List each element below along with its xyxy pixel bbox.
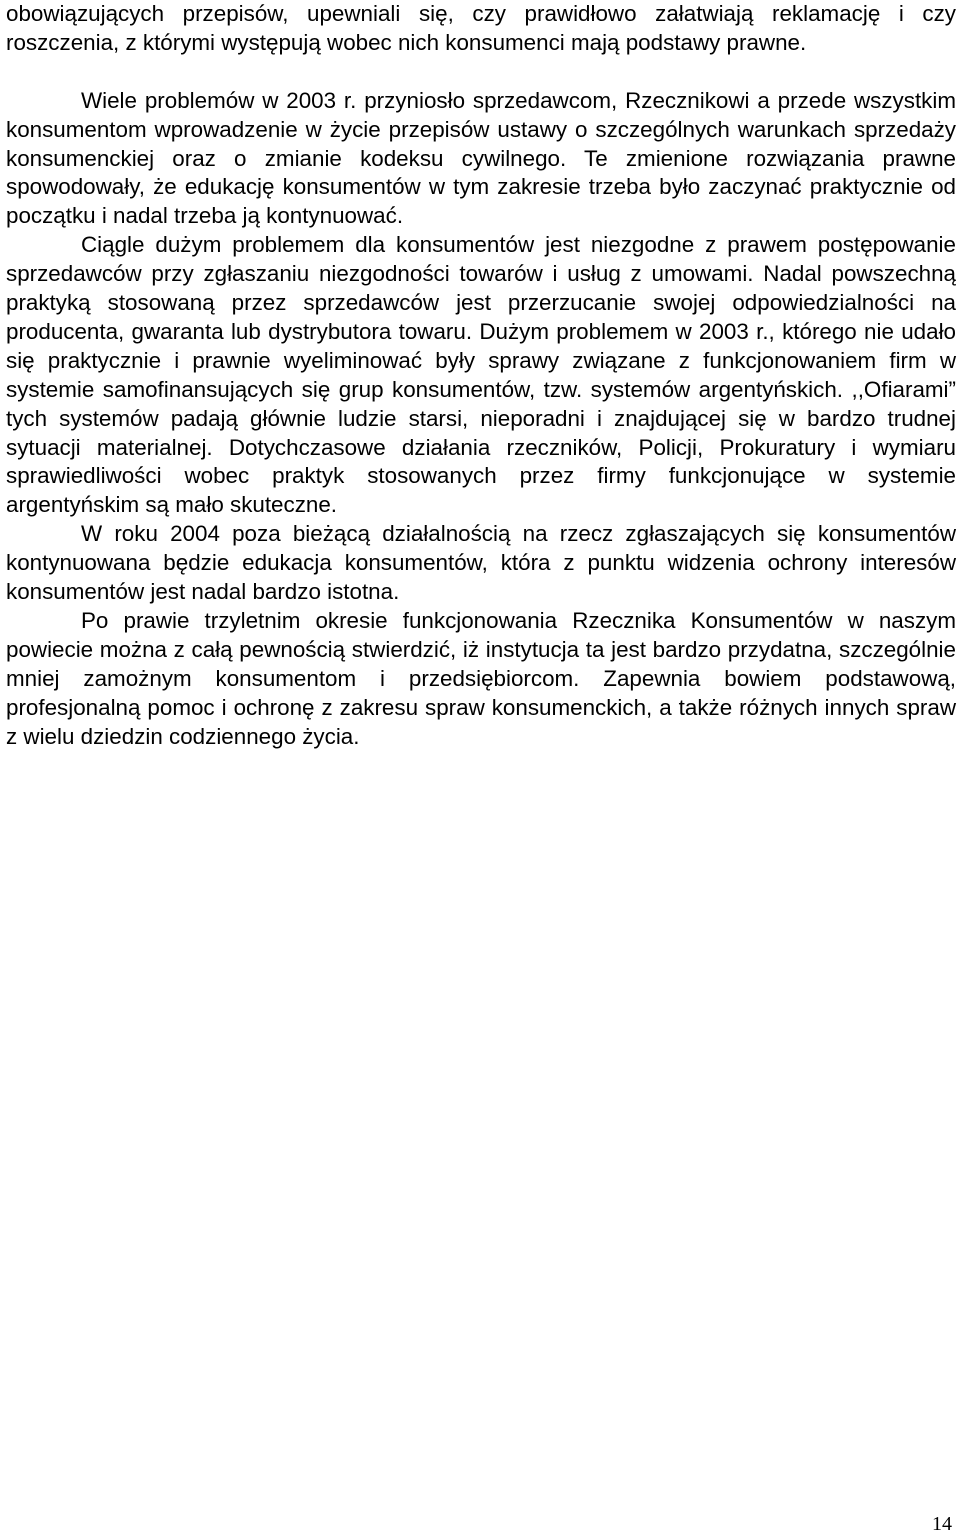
paragraph-spacer bbox=[6, 58, 956, 87]
page-number: 14 bbox=[932, 1513, 952, 1535]
paragraph: Ciągle dużym problemem dla konsumentów jest niezgodne z prawem postępowanie sprzedawców przy zgłaszaniu niezgodności towarów i usług z umowami. Nadal powszechną praktyką stosowaną przez sprzedawców jest przerzucanie swojej odpowiedzialności na producenta, gwaranta lub dystrybutora towaru. Dużym problemem w 2003 r., którego nie udało się praktycznie i prawnie wyeliminować były sprawy związane z funkcjonowaniem firm w systemie samofinansujących się grup konsumentów, tzw. systemów argentyńskich. ,,Ofiarami” tych systemów padają głównie ludzie starsi, nieporadni i znajdującej się w bardzo trudnej sytuacji materialnej. Dotychczasowe działania rzeczników, Policji, Prokuratury i wymiaru sprawiedliwości wobec praktyk stosowanych przez firmy funkcjonujące w systemie argentyńskim są mało skuteczne. bbox=[6, 232, 956, 518]
document-body bbox=[6, 0, 956, 752]
paragraph: obowiązujących przepisów, upewniali się, czy prawidłowo załatwiają reklamację i czy roszczenia, z którymi występują wobec nich konsumenci mają podstawy prawne. bbox=[6, 1, 956, 55]
paragraph: Wiele problemów w 2003 r. przyniosło sprzedawcom, Rzecznikowi a przede wszystkim konsumentom wprowadzenie w życie przepisów ustawy o szczególnych warunkach sprzedaży konsumenckiej oraz o zmianie kodeksu cywilnego. Te zmienione rozwiązania prawne spowodowały, że edukację konsumentów w tym zakresie trzeba było zaczynać praktycznie od początku i nadal trzeba ją kontynuować. bbox=[6, 87, 956, 229]
paragraph: Po prawie trzyletnim okresie funkcjonowania Rzecznika Konsumentów w naszym powiecie można z całą pewnością stwierdzić, iż instytucja ta jest bardzo przydatna, szczególnie mniej zamożnym konsumentom i przedsiębiorcom. Zapewnia bowiem podstawową, profesjonalną pomoc i ochronę z zakresu spraw konsumenckich, a także różnych innych spraw z wielu dziedzin codziennego życia. bbox=[6, 608, 956, 749]
paragraph: W roku 2004 poza bieżącą działalnością na rzecz zgłaszających się konsumentów kontynuowana będzie edukacja konsumentów, która z punktu widzenia ochrony interesów konsumentów jest nadal bardzo istotna. bbox=[6, 521, 956, 605]
